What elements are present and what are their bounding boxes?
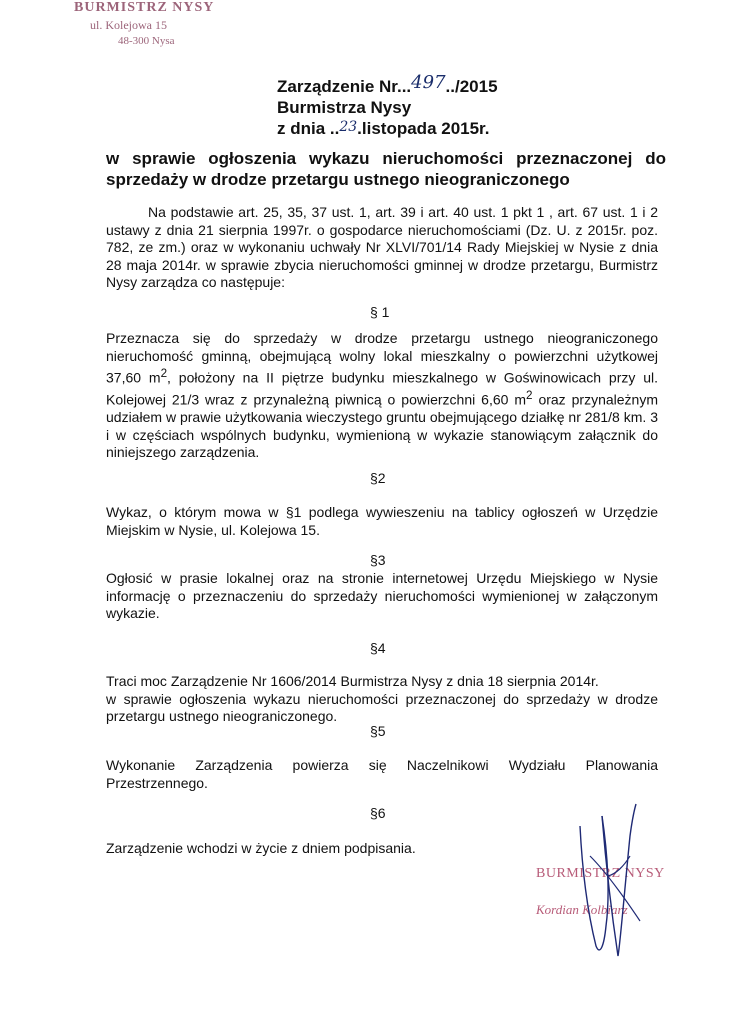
office-stamp-street: ul. Kolejowa 15 <box>90 18 167 32</box>
handwritten-day: 23 <box>339 119 358 135</box>
date-suffix: .listopada 2015r. <box>357 119 490 138</box>
date-prefix: z dnia .. <box>277 119 340 138</box>
date-line <box>277 118 498 141</box>
office-stamp-city: 48-300 Nysa <box>118 35 175 47</box>
section-4-text: Traci moc Zarządzenie Nr 1606/2014 Burmistrza Nysy z dnia 18 sierpnia 2014r. w sprawie ogłoszenia wykazu nieruchomości przeznaczonej do sprzedaży w drodze przetargu ustnego nieograniczonego. <box>106 673 658 724</box>
issuer-line: Burmistrza Nysy <box>277 98 412 117</box>
order-number-suffix: ../2015 <box>445 77 498 96</box>
handwritten-signature <box>560 796 670 966</box>
section-1-text: Przeznacza się do sprzedaży w drodze przetargu ustnego nieograniczonego nieruchomość gminną, obejmującą wolny lokal mieszkalny o powierzchni użytkowej 37,60 $m^2$, położony na II piętrze budynku mieszkalnego w Goświnowicach przy ul. Kolejowej 21/3 wraz z przynależną piwnicą o powierzchni 6,60 $m^2$ oraz przynależnym udziałem w prawie użytkowania wieczystego gruntu obejmującego działkę nr 281/8 km. 3 i w częściach wspólnych budynku, wymienioną w wykazie stanowiącym załącznik do niniejszego zarządzenia. <box>106 330 658 461</box>
section-2-heading: §2 <box>370 470 386 486</box>
section-6-text: Zarządzenie wchodzi w życie z dniem podpisania. <box>106 840 416 856</box>
section-3-text: Ogłosić w prasie lokalnej oraz na stronie internetowej Urzędu Miejskiego w Nysie informację o przeznaczeniu do sprzedaży nieruchomości wymienionej w załączonym wykazie. <box>106 570 658 621</box>
order-number-line <box>277 72 498 97</box>
section-4-heading: §4 <box>370 640 386 656</box>
handwritten-order-number: 497 <box>411 72 446 93</box>
legal-basis-paragraph: Na podstawie art. 25, 35, 37 ust. 1, art. 39 i art. 40 ust. 1 pkt 1 , art. 67 ust. 1 i 2 ustawy z dnia 21 sierpnia 1997r. o gospodarce nieruchomościami (Dz. U. z 2015r. poz. 782, ze zm.) oraz w wykonaniu uchwały Nr XLVI/701/14 Rady Miejskiej w Nysie z dnia 28 maja 2014r. w sprawie zbycia nieruchomości gminnej w drodze przetargu, Burmistrz Nysy zarządza co następuje: <box>106 204 658 290</box>
section-3-heading: §3 <box>370 552 386 568</box>
section-6-heading: §6 <box>370 805 386 821</box>
order-number-prefix: Zarządzenie Nr... <box>277 77 412 96</box>
section-5-text: Wykonanie Zarządzenia powierza się Naczelnikowi Wydziału Planowania Przestrzennego. <box>106 757 658 791</box>
document-title: w sprawie ogłoszenia wykazu nieruchomości przeznaczonej do sprzedaży w drodze przetargu ustnego nieograniczonego <box>106 149 666 189</box>
section-5-heading: §5 <box>370 723 386 739</box>
mayor-stamp-title: BURMISTRZ NYSY <box>536 866 665 881</box>
office-stamp <box>74 0 214 47</box>
office-stamp-title: BURMISTRZ NYSY <box>74 0 215 15</box>
section-1-heading: § 1 <box>370 304 390 320</box>
mayor-stamp-name: Kordian Kolbiarz <box>536 902 628 917</box>
document-header <box>277 72 498 141</box>
section-2-text: Wykaz, o którym mowa w §1 podlega wywieszeniu na tablicy ogłoszeń w Urzędzie Miejskim w Nysie, ul. Kolejowa 15. <box>106 504 658 538</box>
